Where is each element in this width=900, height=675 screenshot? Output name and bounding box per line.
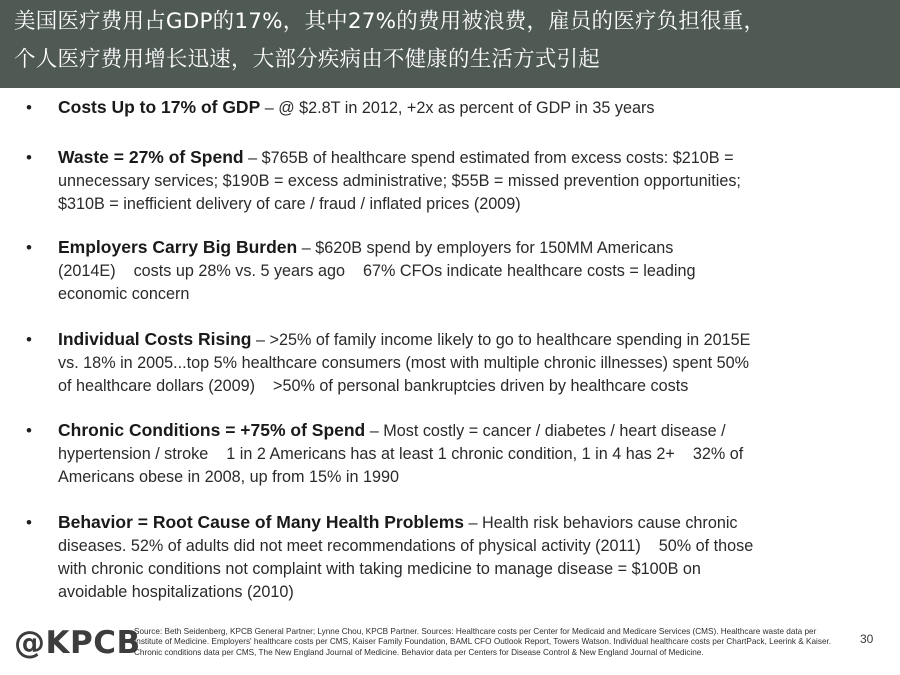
title-banner [0,0,900,88]
bullet-text [58,96,873,120]
bullet-heading: Employers Carry Big Burden [58,237,298,257]
bullet-body-line: unnecessary services; $190B = excess administrative; $55B = missed prevention opportunities; [58,172,741,190]
bullet-body-line: economic concern [58,285,190,303]
bullet-heading: Behavior = Root Cause of Many Health Problems [58,512,464,532]
bullet-heading: Costs Up to 17% of GDP [58,97,261,117]
bullet-body-line: Americans obese in 2008, up from 15% in 1990 [58,468,400,486]
bullet-body-line: avoidable hospitalizations (2010) [58,583,294,601]
bullet-body-line: – @ $2.8T in 2012, +2x as percent of GDP in 35 years [264,99,655,117]
bullet-body-line: – >25% of family income likely to go to healthcare spending in 2015E [256,331,751,349]
slide-title-line-1: 美国医疗费用占GDP的17%，其中27%的费用被浪费，雇员的医疗负担很重， [14,9,766,34]
bullet-body-line: (2014E) costs up 28% vs. 5 years ago 67% CFOs indicate healthcare costs = leading [58,262,696,280]
bullet-body-line: – $765B of healthcare spend estimated from excess costs: $210B = [248,149,734,167]
bullet-body-line: vs. 18% in 2005...top 5% healthcare consumers (most with multiple chronic illnesses) spent 50% [58,354,749,372]
bullet-body-line: hypertension / stroke 1 in 2 Americans has at least 1 chronic condition, 1 in 4 has 2+ 32% of [58,445,744,463]
bullet-body-line: with chronic conditions not complaint with taking medicine to manage disease = $100B on [58,560,701,578]
bullet-marker: • [26,513,32,532]
bullet-body-line: – $620B spend by employers for 150MM Americans [301,239,674,257]
source-note: Source: Beth Seidenberg, KPCB General Partner; Lynne Chou, KPCB Partner. Sources: Healthcare costs per Center for Medicaid and Medicare Services (CMS). Healthcare waste data per Institute of Medicine. Employers' healthcare costs per CMS, Kaiser Family Foundation, BAML CFO Outlook Report, Towers Watson. Individual healthcare costs per ChartPack, Leerink & Kaiser. Chronic conditions data per CMS, The New England Journal of Medicine. Behavior data per Centers for Disease Control & New England Journal of Medicine. [134,627,832,657]
bullet-text [58,511,873,604]
bullet-text [58,236,873,306]
page-number: 30 [860,632,874,646]
bullet-body-line: – Most costly = cancer / diabetes / heart disease / [369,422,726,440]
bullet-marker: • [26,238,32,257]
bullet-marker: • [26,421,32,440]
bullet-marker: • [26,330,32,349]
bullet-text [58,419,873,489]
bullet-heading: Waste = 27% of Spend [58,147,244,167]
bullet-body-line: diseases. 52% of adults did not meet recommendations of physical activity (2011) 50% of those [58,537,754,555]
kpcb-logo: @KPCB [14,625,141,661]
bullet-text [58,328,873,398]
bullet-text [58,146,873,216]
bullet-heading: Chronic Conditions = +75% of Spend [58,420,366,440]
bullet-marker: • [26,98,32,117]
slide-title-line-2: 个人医疗费用增长迅速，大部分疾病由不健康的生活方式引起 [14,47,600,72]
bullet-body-line: of healthcare dollars (2009) >50% of personal bankruptcies driven by healthcare costs [58,377,689,395]
bullet-body-line: $310B = inefficient delivery of care / fraud / inflated prices (2009) [58,195,521,213]
bullet-heading: Individual Costs Rising [58,329,252,349]
bullet-body-line: – Health risk behaviors cause chronic [468,514,738,532]
bullet-marker: • [26,148,32,167]
